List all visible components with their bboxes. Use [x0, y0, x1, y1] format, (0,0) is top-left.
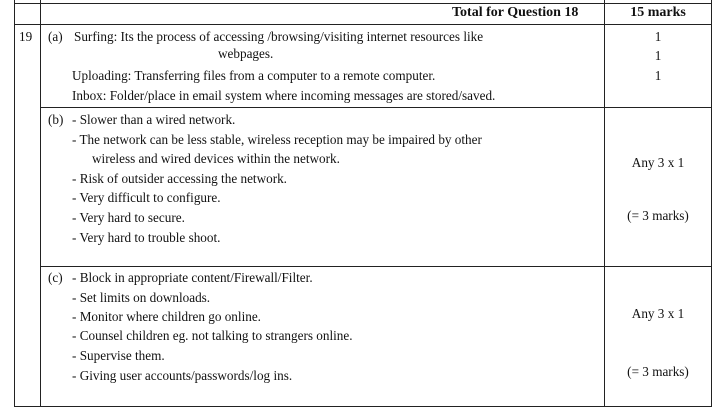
surfing-definition-cont: webpages. [218, 46, 274, 61]
part-b-marks-total: (= 3 marks) [627, 208, 689, 223]
part-b-item-cont: wireless and wired devices within the network. [92, 151, 340, 166]
table-top-border [14, 3, 712, 4]
part-b-item: - Slower than a wired network. [72, 112, 236, 127]
table-bottom-border [14, 406, 712, 407]
part-a-mark-1: 1 [654, 29, 662, 44]
total-marks: 15 marks [630, 5, 686, 20]
part-c-label: (c) [48, 270, 63, 285]
part-c-item: - Supervise them. [72, 348, 165, 363]
part-a-label: (a) [48, 29, 63, 44]
uploading-definition: Uploading: Transferring files from a computer to a remote computer. [72, 68, 436, 83]
inbox-definition: Inbox: Folder/place in email system where incoming messages are stored/saved. [72, 88, 496, 103]
part-b-item: - Very hard to trouble shoot. [72, 230, 221, 245]
part-a-mark-3: 1 [654, 68, 662, 83]
part-c-item: - Giving user accounts/passwords/log ins. [72, 368, 293, 383]
part-a-divider [40, 107, 712, 108]
part-b-item: - Very hard to secure. [72, 210, 185, 225]
part-c-item: - Block in appropriate content/Firewall/Filter. [72, 270, 313, 285]
number-column-divider [40, 0, 41, 407]
total-label: Total for Question 18 [452, 5, 579, 20]
part-b-item: - Risk of outsider accessing the network. [72, 171, 287, 186]
part-c-marks: Any 3 x 1 [631, 306, 685, 321]
part-b-label: (b) [48, 112, 64, 127]
part-b-marks: Any 3 x 1 [631, 155, 685, 170]
table-left-border [14, 0, 15, 407]
surfing-definition: Surfing: Its the process of accessing /browsing/visiting internet resources like [74, 29, 484, 44]
part-c-item: - Set limits on downloads. [72, 290, 211, 305]
part-c-marks-total: (= 3 marks) [627, 364, 689, 379]
part-c-item: - Counsel children eg. not talking to strangers online. [72, 328, 353, 343]
part-b-divider [40, 266, 712, 267]
part-b-item: - The network can be less stable, wireless reception may be impaired by other [72, 132, 482, 147]
part-b-item: - Very difficult to configure. [72, 190, 221, 205]
table-right-border [711, 0, 712, 407]
part-c-item: - Monitor where children go online. [72, 309, 261, 324]
total-row-divider [14, 24, 712, 25]
marks-column-divider [604, 0, 605, 407]
question-number: 19 [19, 29, 33, 44]
part-a-mark-2: 1 [654, 48, 662, 63]
